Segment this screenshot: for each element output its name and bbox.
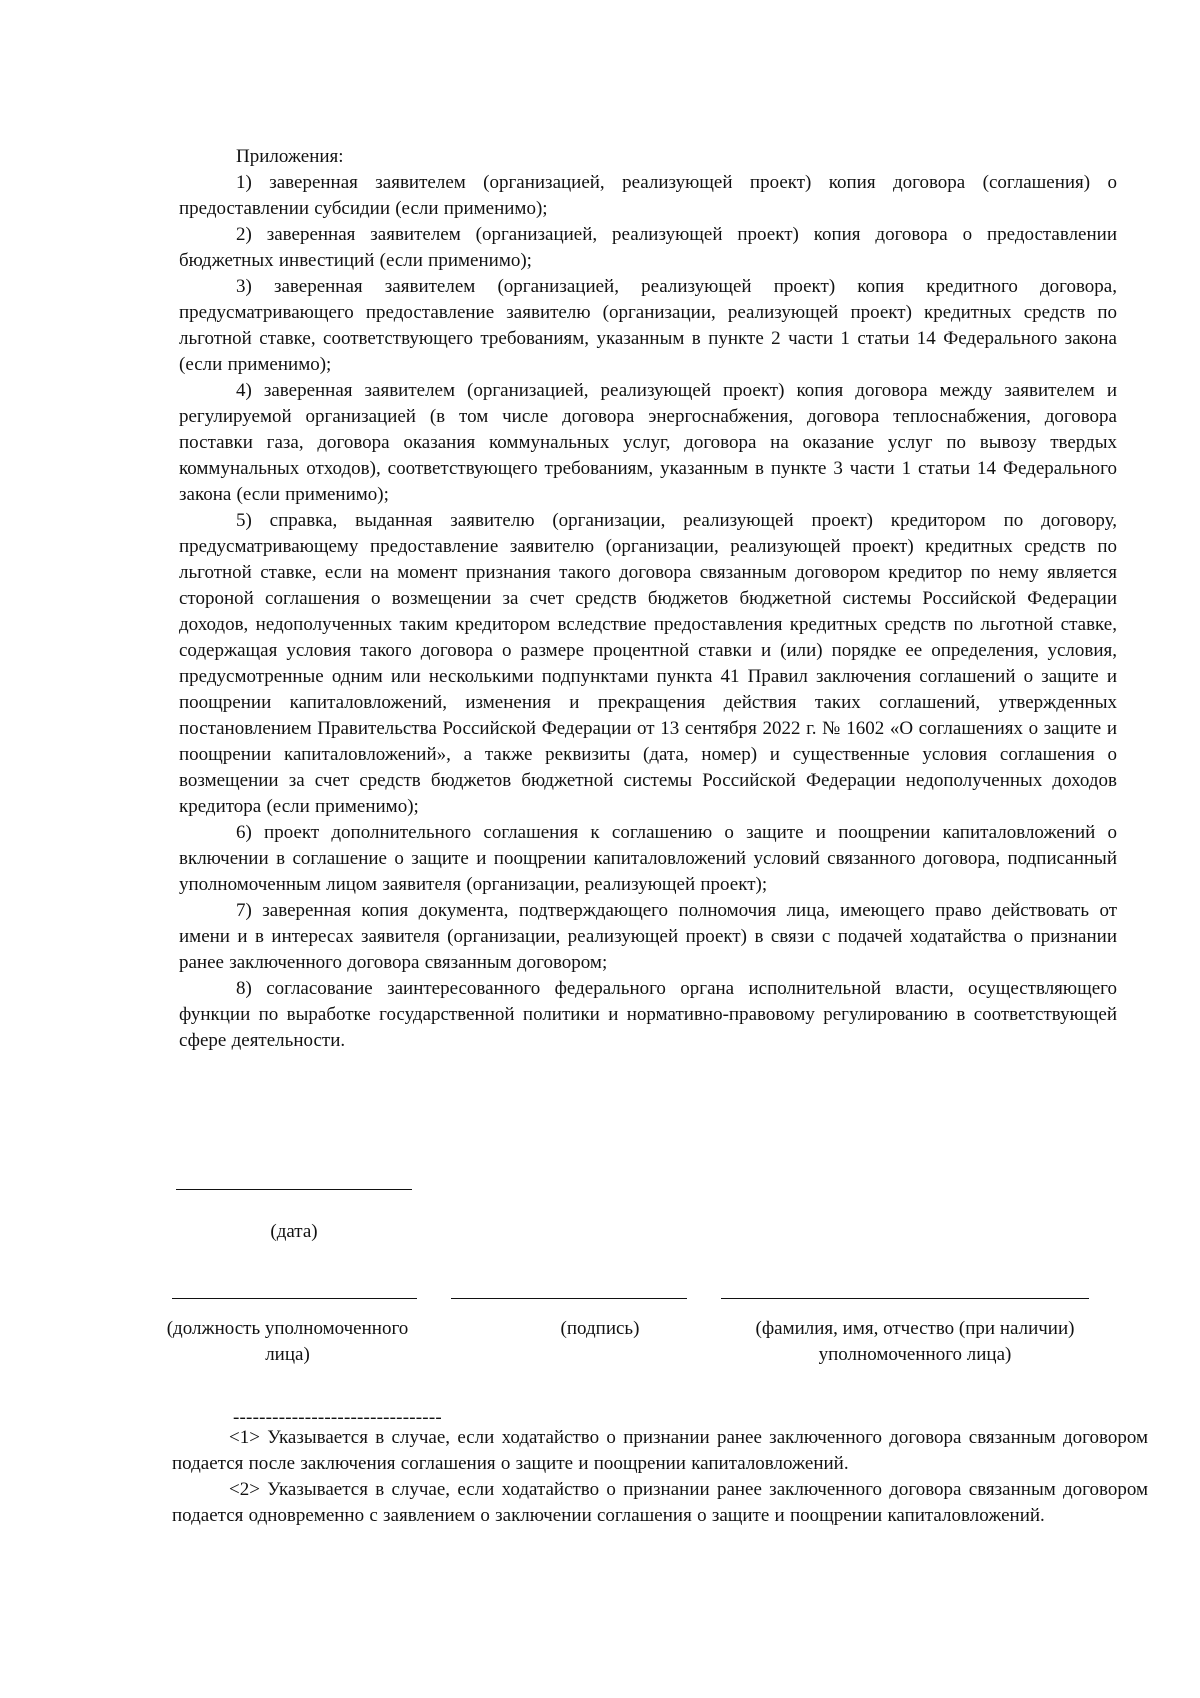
attachment-item-6: 6) проект дополнительного соглашения к соглашению о защите и поощрении капиталовложений о включении в соглашение о защите и поощрении капиталовложений условий связанного договора, подписанный уполномоченным лицом заявителя (организации, реализующей проект); — [179, 822, 1117, 895]
attachment-item-3: 3) заверенная заявителем (организацией, реализующей проект) копия кредитного договора, предусматривающего предоставление заявителю (организации, реализующей проект) кредитных средств по льготной ставке, соответствующего требованиям, указанным в пункте 2 части 1 статьи 14 Федерального закона (если применимо); — [179, 276, 1117, 375]
attachments-heading: Приложения: — [236, 146, 344, 167]
signature-line — [451, 1298, 687, 1299]
signature-caption: (подпись) — [560, 1318, 640, 1339]
attachments-section — [179, 144, 1117, 1054]
footnote-1: <1> Указывается в случае, если ходатайство о признании ранее заключенного договора связанным договором подается после заключения соглашения о защите и поощрении капиталовложений. — [172, 1427, 1148, 1474]
attachment-item-8: 8) согласование заинтересованного федерального органа исполнительной власти, осуществляющего функции по выработке государственной политики и нормативно-правовому регулированию в соответствующей сфере деятельности. — [179, 978, 1117, 1051]
attachment-item-5: 5) справка, выданная заявителю (организации, реализующей проект) кредитором по договору, предусматривающему предоставление заявителю (организации, реализующей проект) кредитных средств по льготной ставке, если на момент признания такого договора связанным договором кредитор по нему является стороной соглашения о возмещении за счет средств бюджетов бюджетной системы Российской Федерации доходов, недополученных таким кредитором вследствие предоставления кредитных средств по льготной ставке, содержащая условия такого договора о размере процентной ставки и (или) порядке ее определения, условия, предусмотренные одним или несколькими подпунктами пункта 41 Правил заключения соглашений о защите и поощрении капиталовложений, изменения и прекращения действия таких соглашений, утвержденных постановлением Правительства Российской Федерации от 13 сентября 2022 г. № 1602 «О соглашениях о защите и поощрении капиталовложений», а также реквизиты (дата, номер) и существенные условия соглашения о возмещении за счет средств бюджетов бюджетной системы Российской Федерации недополученных доходов кредитора (если применимо); — [179, 510, 1117, 817]
footnote-2: <2> Указывается в случае, если ходатайство о признании ранее заключенного договора связанным договором подается одновременно с заявлением о заключении соглашения о защите и поощрении капиталовложений. — [172, 1479, 1148, 1526]
name-line — [721, 1298, 1089, 1299]
attachment-item-1: 1) заверенная заявителем (организацией, реализующей проект) копия договора (соглашения) о предоставлении субсидии (если применимо); — [179, 172, 1117, 219]
attachment-item-7: 7) заверенная копия документа, подтверждающего полномочия лица, имеющего право действовать от имени и в интересах заявителя (организации, реализующей проект) в связи с подачей ходатайства о признании ранее заключенного договора связанным договором; — [179, 900, 1117, 973]
attachment-item-2: 2) заверенная заявителем (организацией, реализующей проект) копия договора о предоставлении бюджетных инвестиций (если применимо); — [179, 224, 1117, 271]
date-line — [176, 1189, 412, 1190]
position-caption: (должность уполномоченного лица) — [166, 1318, 409, 1365]
date-caption: (дата) — [270, 1221, 318, 1242]
footnote-separator: -------------------------------- — [233, 1407, 442, 1428]
attachment-item-4: 4) заверенная заявителем (организацией, реализующей проект) копия договора между заявителем и регулируемой организацией (в том числе договора энергоснабжения, договора теплоснабжения, договора поставки газа, договора оказания коммунальных услуг, договора на оказание услуг по вывозу твердых коммунальных отходов), соответствующего требованиям, указанным в пункте 3 части 1 статьи 14 Федерального закона (если применимо); — [179, 380, 1117, 505]
position-line — [172, 1298, 417, 1299]
footnotes-section — [172, 1425, 1148, 1529]
name-caption: (фамилия, имя, отчество (при наличии) уполномоченного лица) — [755, 1318, 1075, 1365]
